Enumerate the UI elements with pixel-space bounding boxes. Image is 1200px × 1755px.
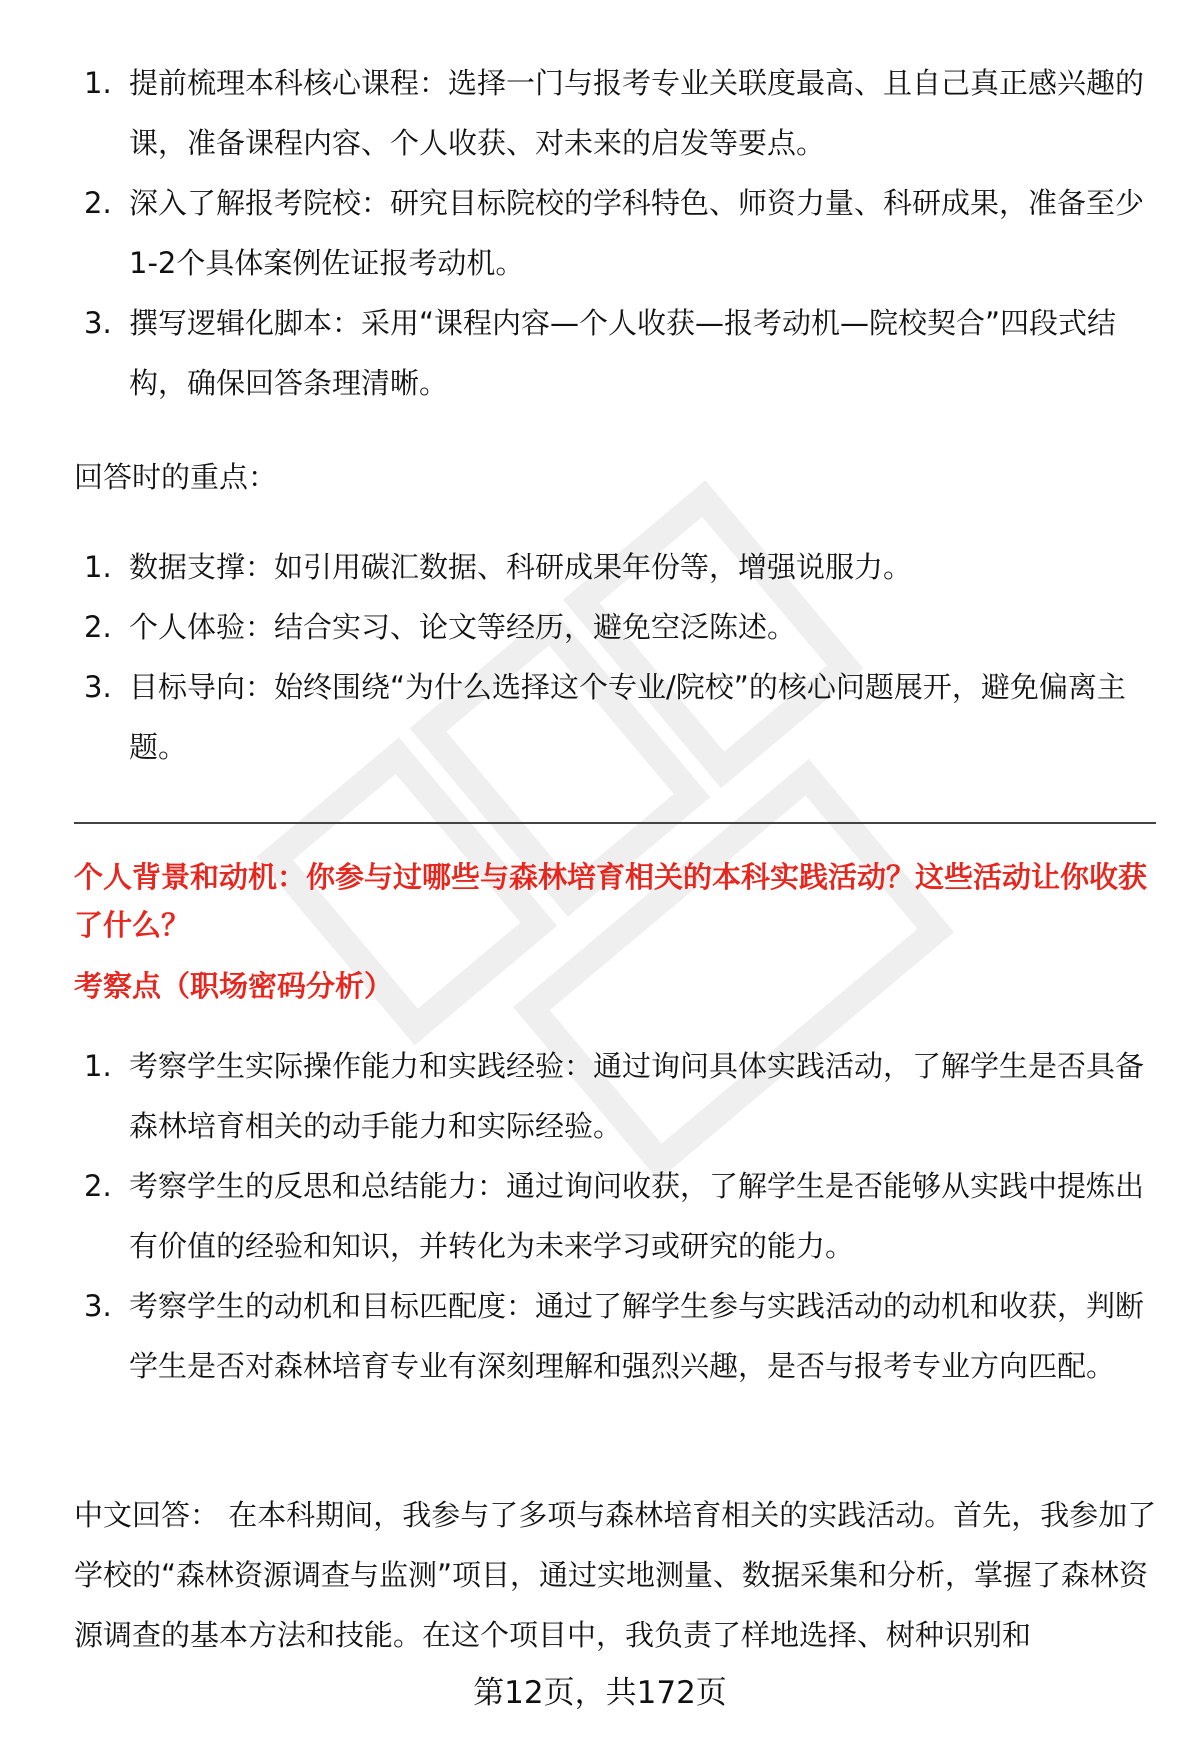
question-title: 个人背景和动机：你参与过哪些与森林培育相关的本科实践活动？这些活动让你收获了什么？ — [74, 860, 1148, 942]
focus-list — [74, 537, 1164, 777]
list-item-text: 个人体验：结合实习、论文等经历，避免空泛陈述。 — [129, 610, 797, 644]
section-divider — [74, 822, 1156, 824]
list-number: 2. — [84, 1169, 112, 1203]
focus-heading: 回答时的重点： — [74, 460, 278, 494]
list-item — [74, 293, 1164, 413]
list-item-text: 考察学生的动机和目标匹配度：通过了解学生参与实践活动的动机和收获，判断学生是否对森林培育专业有深刻理解和强烈兴趣，是否与报考专业方向匹配。 — [129, 1289, 1145, 1383]
list-item-text: 深入了解报考院校：研究目标院校的学科特色、师资力量、科研成果，准备至少1-2个具体案例佐证报考动机。 — [129, 186, 1145, 280]
list-number: 1. — [84, 1049, 112, 1083]
list-item — [74, 1036, 1164, 1156]
list-item — [74, 657, 1164, 777]
list-item-text: 数据支撑：如引用碳汇数据、科研成果年份等，增强说服力。 — [129, 550, 913, 584]
list-item — [74, 173, 1164, 293]
list-number: 2. — [84, 186, 112, 220]
assessment-subheading: 考察点（职场密码分析） — [74, 969, 394, 1003]
answer-paragraph: 中文回答： 在本科期间，我参与了多项与森林培育相关的实践活动。首先，我参加了学校的“森林资源调查与监测”项目，通过实地测量、数据采集和分析，掌握了森林资源调查的基本方法和技能。在这个项目中，我负责了样地选择、树种识别和 — [74, 1498, 1157, 1652]
list-number: 3. — [84, 670, 112, 704]
list-item — [74, 597, 1164, 657]
list-item-text: 目标导向：始终围绕“为什么选择这个专业/院校”的核心问题展开，避免偏离主题。 — [129, 670, 1126, 764]
list-item-text: 考察学生实际操作能力和实践经验：通过询问具体实践活动，了解学生是否具备森林培育相关的动手能力和实际经验。 — [129, 1049, 1145, 1143]
list-item — [74, 537, 1164, 597]
list-item — [74, 1156, 1164, 1276]
list-item-text: 考察学生的反思和总结能力：通过询问收获，了解学生是否能够从实践中提炼出有价值的经验和知识，并转化为未来学习或研究的能力。 — [129, 1169, 1145, 1263]
assessment-list — [74, 1036, 1164, 1396]
list-number: 3. — [84, 1289, 112, 1323]
list-item — [74, 1276, 1164, 1396]
list-number: 3. — [84, 306, 112, 340]
list-number: 1. — [84, 550, 112, 584]
list-item-text: 提前梳理本科核心课程：选择一门与报考专业关联度最高、且自己真正感兴趣的课，准备课程内容、个人收获、对未来的启发等要点。 — [129, 66, 1145, 160]
list-item-text: 撰写逻辑化脚本：采用“课程内容—个人收获—报考动机—院校契合”四段式结构，确保回答条理清晰。 — [129, 306, 1117, 400]
page-number: 第12页，共172页 — [473, 1675, 727, 1711]
list-number: 2. — [84, 610, 112, 644]
preparation-list — [74, 53, 1164, 413]
list-number: 1. — [84, 66, 112, 100]
list-item — [74, 53, 1164, 173]
